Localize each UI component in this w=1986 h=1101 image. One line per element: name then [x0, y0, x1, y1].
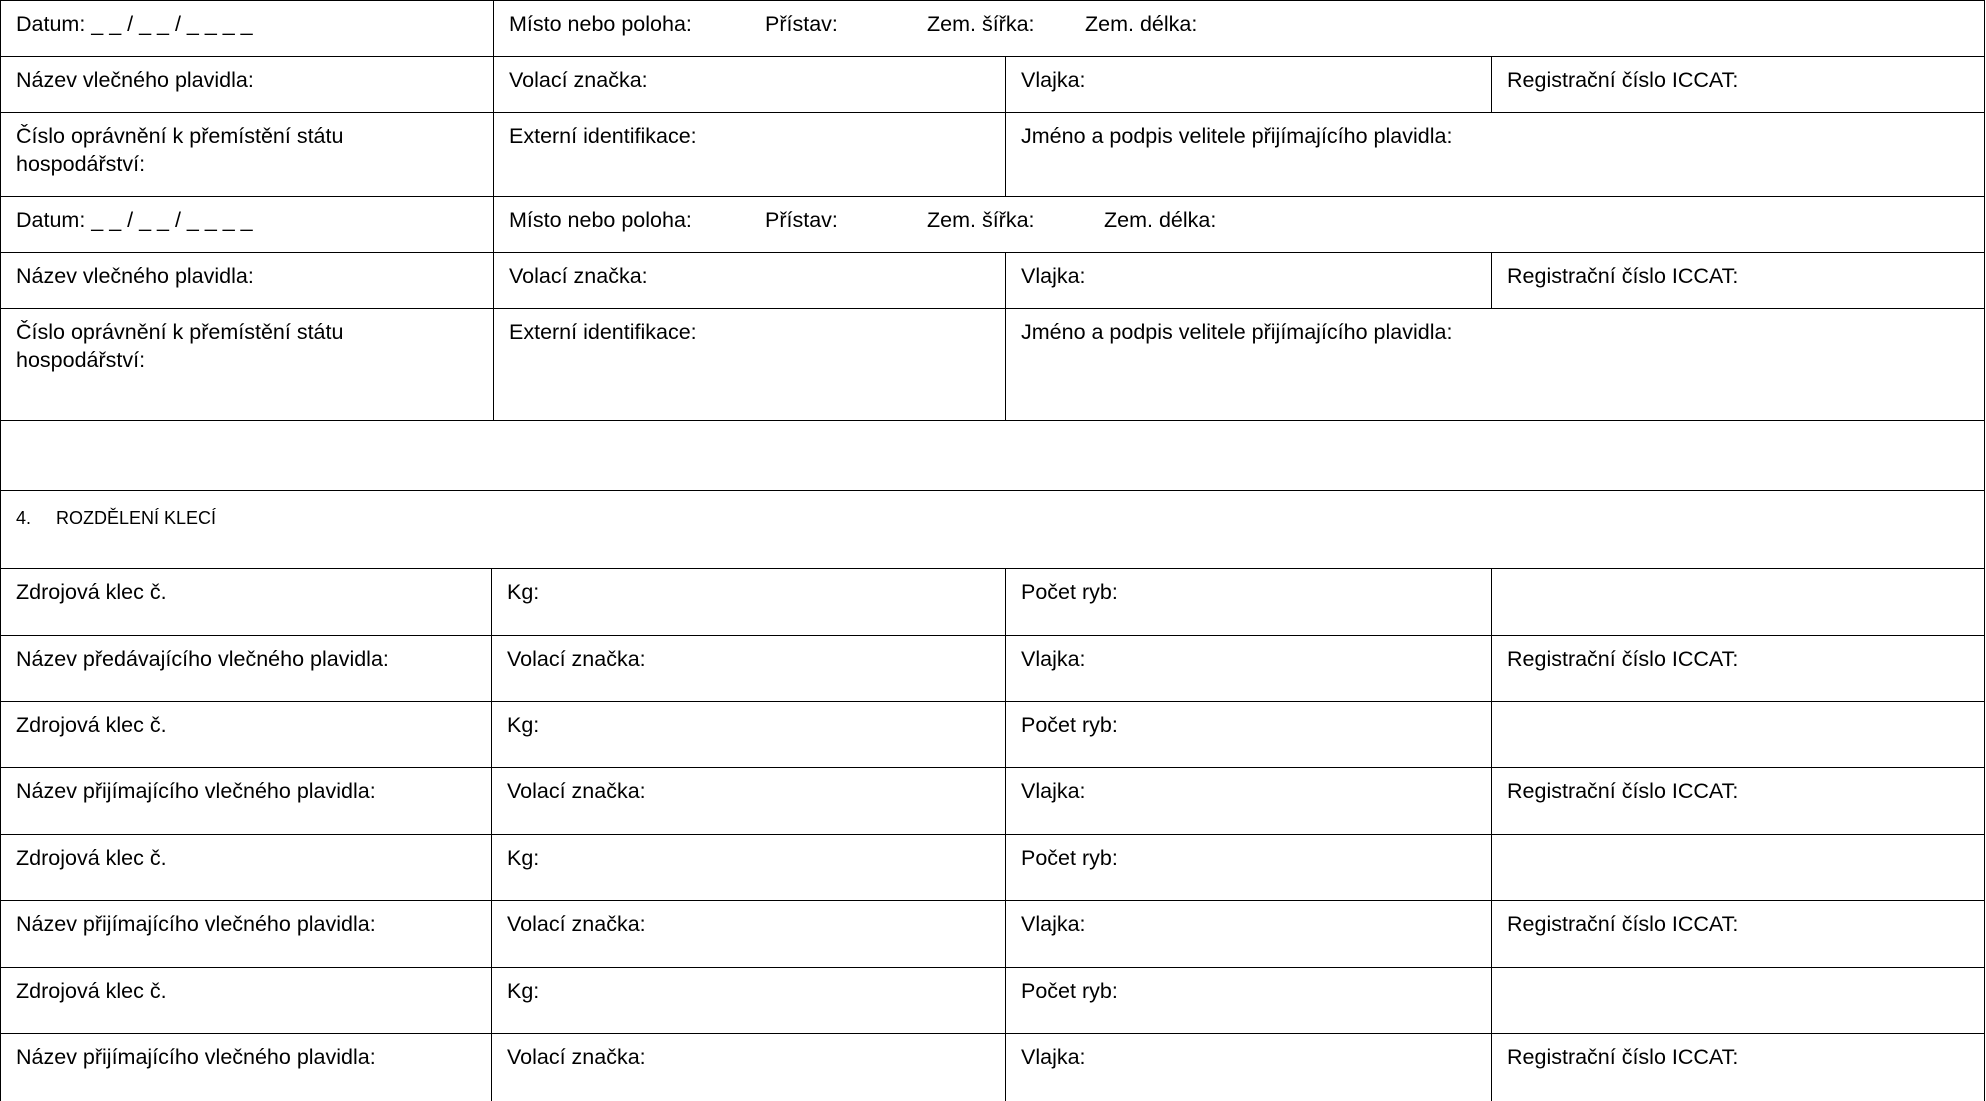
source-cage-row	[0, 701, 1985, 767]
empty-cell	[1491, 967, 1985, 1033]
fish-count-field[interactable]: Počet ryb:	[1005, 568, 1491, 635]
longitude-label: Zem. délka:	[1104, 208, 1217, 232]
vessel-row	[0, 56, 1985, 112]
iccat-registration-field[interactable]: Registrační číslo ICCAT:	[1491, 900, 1985, 967]
call-sign-field[interactable]: Volací značka:	[493, 252, 1005, 308]
vessel-row	[0, 252, 1985, 308]
source-cage-field[interactable]: Zdrojová klec č.	[0, 834, 491, 900]
port-label: Přístav:	[765, 12, 838, 36]
kg-field[interactable]: Kg:	[491, 701, 1005, 767]
fish-count-field[interactable]: Počet ryb:	[1005, 701, 1491, 767]
section-title: ROZDĚLENÍ KLECÍ	[56, 508, 217, 528]
flag-field[interactable]: Vlajka:	[1005, 767, 1491, 834]
date-location-row	[0, 0, 1985, 56]
call-sign-field[interactable]: Volací značka:	[491, 1033, 1005, 1101]
latitude-label: Zem. šířka:	[927, 12, 1035, 36]
section-4-row	[0, 490, 1985, 568]
location-label: Místo nebo poloha:	[509, 12, 692, 36]
transferring-tug-name-field[interactable]: Název předávajícího vlečného plavidla:	[0, 635, 491, 701]
source-cage-field[interactable]: Zdrojová klec č.	[0, 701, 491, 767]
date-field[interactable]: Datum: _ _ / _ _ / _ _ _ _	[0, 0, 493, 56]
call-sign-field[interactable]: Volací značka:	[493, 56, 1005, 112]
receiving-tug-name-field[interactable]: Název přijímajícího vlečného plavidla:	[0, 767, 491, 834]
iccat-registration-field[interactable]: Registrační číslo ICCAT:	[1491, 252, 1985, 308]
cage-vessel-row	[0, 900, 1985, 967]
iccat-registration-field[interactable]: Registrační číslo ICCAT:	[1491, 767, 1985, 834]
longitude-label: Zem. délka:	[1085, 12, 1198, 36]
empty-cell	[1491, 834, 1985, 900]
source-cage-row	[0, 967, 1985, 1033]
section-number: 4.	[16, 508, 32, 528]
flag-field[interactable]: Vlajka:	[1005, 635, 1491, 701]
external-id-field[interactable]: Externí identifikace:	[493, 112, 1005, 196]
kg-field[interactable]: Kg:	[491, 834, 1005, 900]
kg-field[interactable]: Kg:	[491, 568, 1005, 635]
tug-vessel-name-field[interactable]: Název vlečného plavidla:	[0, 56, 493, 112]
iccat-registration-field[interactable]: Registrační číslo ICCAT:	[1491, 56, 1985, 112]
receiving-tug-name-field[interactable]: Název přijímajícího vlečného plavidla:	[0, 900, 491, 967]
authorization-row	[0, 112, 1985, 196]
cage-vessel-row	[0, 767, 1985, 834]
source-cage-row	[0, 834, 1985, 900]
flag-field[interactable]: Vlajka:	[1005, 56, 1491, 112]
master-signature-field[interactable]: Jméno a podpis velitele přijímajícího plavidla:	[1005, 308, 1985, 420]
empty-cell	[1491, 568, 1985, 635]
section-heading	[0, 490, 1985, 568]
fish-count-field[interactable]: Počet ryb:	[1005, 967, 1491, 1033]
flag-field[interactable]: Vlajka:	[1005, 900, 1491, 967]
source-cage-field[interactable]: Zdrojová klec č.	[0, 568, 491, 635]
date-field[interactable]: Datum: _ _ / _ _ / _ _ _ _	[0, 196, 493, 252]
date-location-row	[0, 196, 1985, 252]
authorization-row	[0, 308, 1985, 420]
flag-field[interactable]: Vlajka:	[1005, 252, 1491, 308]
cage-vessel-row	[0, 1033, 1985, 1101]
iccat-registration-field[interactable]: Registrační číslo ICCAT:	[1491, 1033, 1985, 1101]
source-cage-row	[0, 568, 1985, 635]
transfer-authorization-field[interactable]: Číslo oprávnění k přemístění státu hospodářství:	[0, 112, 493, 196]
receiving-tug-name-field[interactable]: Název přijímajícího vlečného plavidla:	[0, 1033, 491, 1101]
flag-field[interactable]: Vlajka:	[1005, 1033, 1491, 1101]
external-id-field[interactable]: Externí identifikace:	[493, 308, 1005, 420]
iccat-registration-field[interactable]: Registrační číslo ICCAT:	[1491, 635, 1985, 701]
call-sign-field[interactable]: Volací značka:	[491, 767, 1005, 834]
empty-row	[0, 420, 1985, 490]
fish-count-field[interactable]: Počet ryb:	[1005, 834, 1491, 900]
transfer-authorization-field[interactable]: Číslo oprávnění k přemístění státu hospodářství:	[0, 308, 493, 420]
port-label: Přístav:	[765, 208, 838, 232]
kg-field[interactable]: Kg:	[491, 967, 1005, 1033]
call-sign-field[interactable]: Volací značka:	[491, 635, 1005, 701]
master-signature-field[interactable]: Jméno a podpis velitele přijímajícího plavidla:	[1005, 112, 1985, 196]
latitude-label: Zem. šířka:	[927, 208, 1035, 232]
call-sign-field[interactable]: Volací značka:	[491, 900, 1005, 967]
location-label: Místo nebo poloha:	[509, 208, 692, 232]
cage-vessel-row	[0, 635, 1985, 701]
empty-cell	[0, 420, 1985, 490]
location-field[interactable]	[493, 196, 1985, 252]
location-field[interactable]	[493, 0, 1985, 56]
tug-vessel-name-field[interactable]: Název vlečného plavidla:	[0, 252, 493, 308]
empty-cell	[1491, 701, 1985, 767]
source-cage-field[interactable]: Zdrojová klec č.	[0, 967, 491, 1033]
